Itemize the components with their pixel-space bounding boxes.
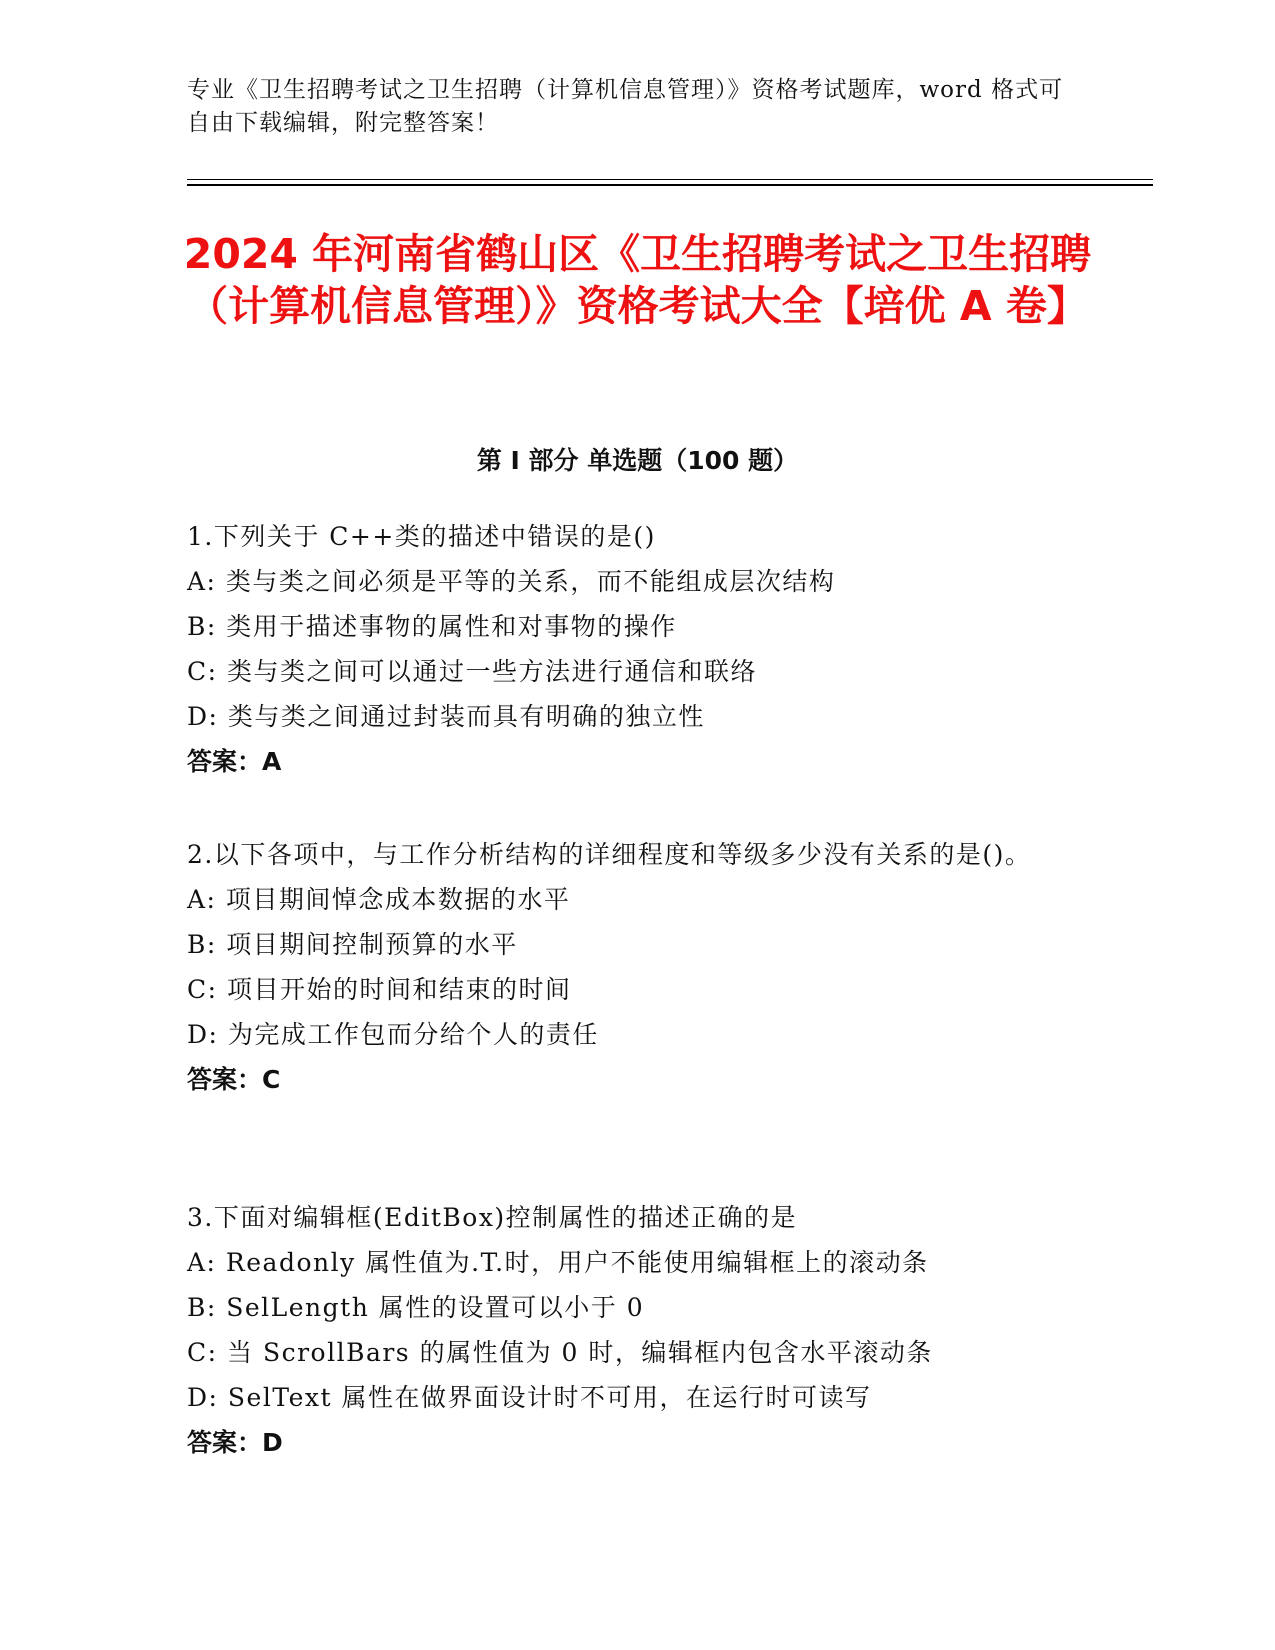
header-divider-thick	[187, 184, 1153, 186]
question-2	[187, 832, 1067, 1102]
document-title: 2024 年河南省鹤山区《卫生招聘考试之卫生招聘（计算机信息管理）》资格考试大全【培优 A 卷】	[183, 230, 1092, 330]
option-d: D: 类与类之间通过封装而具有明确的独立性	[187, 702, 705, 731]
question-stem: 3.下面对编辑框(EditBox)控制属性的描述正确的是	[187, 1203, 798, 1232]
option-c: C: 项目开始的时间和结束的时间	[187, 975, 572, 1004]
header-divider-thin	[187, 179, 1153, 180]
option-c: C: 当 ScrollBars 的属性值为 0 时，编辑框内包含水平滚动条	[187, 1338, 933, 1367]
question-1	[187, 514, 1067, 784]
option-b: B: 项目期间控制预算的水平	[187, 930, 518, 959]
header-note: 专业《卫生招聘考试之卫生招聘（计算机信息管理）》资格考试题库，word 格式可自由下载编辑，附完整答案！	[187, 77, 1064, 136]
option-d: D: 为完成工作包而分给个人的责任	[187, 1020, 599, 1049]
option-a: A: 项目期间悼念成本数据的水平	[187, 885, 571, 914]
section-heading: 第 I 部分 单选题（100 题）	[476, 446, 799, 475]
question-3	[187, 1195, 1067, 1465]
answer: 答案：C	[187, 1065, 281, 1094]
option-a: A: Readonly 属性值为.T.时，用户不能使用编辑框上的滚动条	[187, 1248, 929, 1277]
answer: 答案：A	[187, 747, 282, 776]
option-d: D: SelText 属性在做界面设计时不可用，在运行时可读写	[187, 1383, 872, 1412]
option-b: B: SelLength 属性的设置可以小于 0	[187, 1293, 645, 1322]
option-b: B: 类用于描述事物的属性和对事物的操作	[187, 612, 677, 641]
question-stem: 1.下列关于 C++类的描述中错误的是()	[187, 522, 656, 551]
option-a: A: 类与类之间必须是平等的关系，而不能组成层次结构	[187, 567, 836, 596]
option-c: C: 类与类之间可以通过一些方法进行通信和联络	[187, 657, 757, 686]
answer: 答案：D	[187, 1428, 283, 1457]
question-stem: 2.以下各项中，与工作分析结构的详细程度和等级多少没有关系的是()。	[187, 840, 1032, 869]
